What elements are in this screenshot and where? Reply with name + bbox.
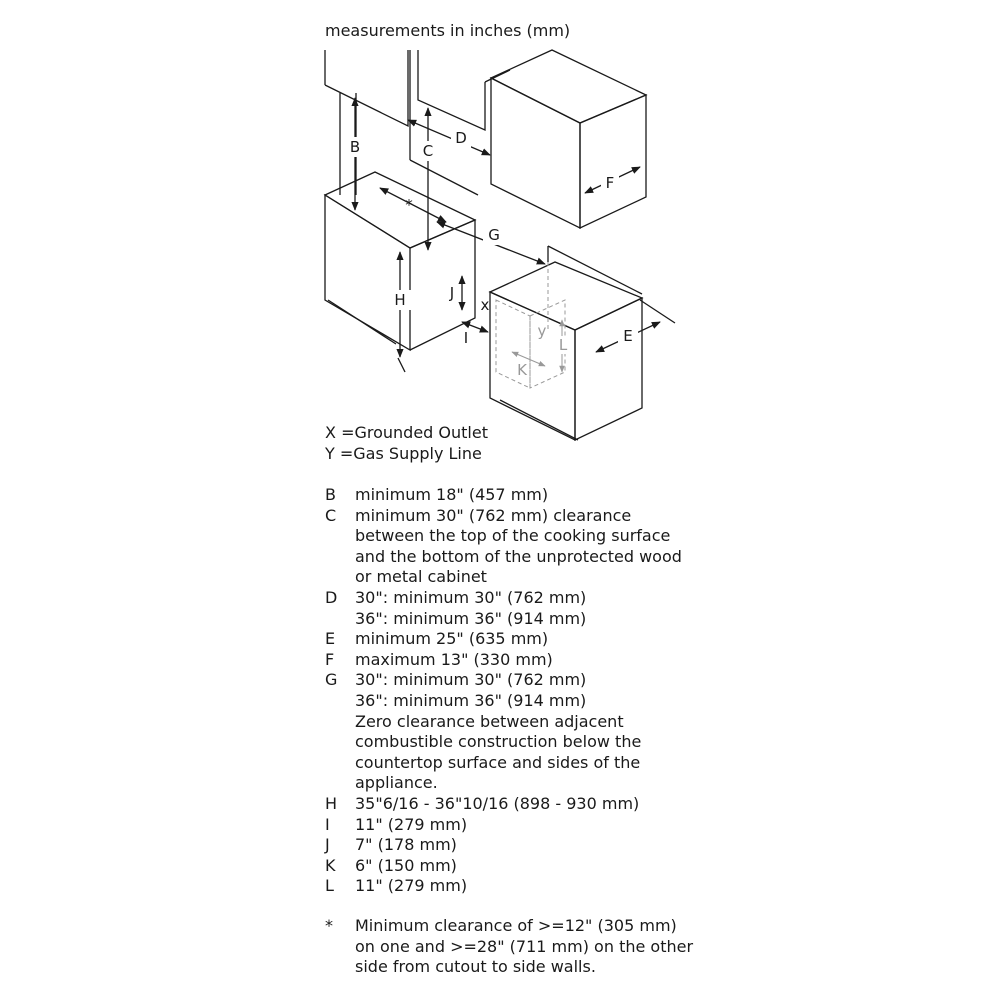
label-c: C — [422, 142, 434, 160]
footnote: * Minimum clearance of >=12" (305 mm) on one and >=28" (711 mm) on the other side from cutout to side walls. — [325, 916, 694, 977]
spec-j: J 7" (178 mm) — [325, 835, 457, 855]
spec-d: D 30": minimum 30" (762 mm) 36": minimum 36" (914 mm) — [325, 587, 587, 628]
spec-c: C minimum 30" (762 mm) clearance between the top of the cooking surface and the bottom of the unprotected wood or metal cabinet — [325, 505, 682, 587]
diagram-title: measurements in inches (mm) — [325, 21, 571, 40]
label-j: J — [449, 284, 455, 302]
spec-k: K 6" (150 mm) — [325, 855, 457, 875]
spec-b: B minimum 18" (457 mm) — [325, 485, 549, 504]
label-b: B — [349, 138, 361, 156]
spec-l: L 11" (279 mm) — [325, 876, 468, 896]
spec-f: F maximum 13" (330 mm) — [325, 649, 553, 669]
label-x: x — [480, 296, 490, 314]
label-star: * — [405, 196, 413, 214]
spec-e: E minimum 25" (635 mm) — [325, 629, 549, 649]
legend-item-y: Y =Gas Supply Line — [325, 443, 482, 463]
spec-g: G 30": minimum 30" (762 mm) 36": minimum 36" (914 mm) Zero clearance between adjacent combustible construction below the countertop surface and sides of the appliance. — [325, 670, 642, 793]
spec-i: I 11" (279 mm) — [325, 814, 468, 834]
label-f: F — [605, 174, 615, 192]
label-k: K — [517, 361, 527, 379]
legend — [325, 423, 488, 464]
label-g: G — [488, 226, 500, 244]
label-h: H — [394, 291, 406, 309]
spec-h: H 35"6/16 - 36"10/16 (898 - 930 mm) — [325, 793, 640, 813]
label-l: L — [558, 336, 568, 354]
label-y: y — [537, 322, 547, 340]
base-cabinet-left — [325, 160, 478, 350]
label-i: I — [463, 329, 469, 347]
label-d: D — [455, 129, 467, 147]
hidden-zones — [496, 262, 565, 388]
wall-cabinet-box — [491, 50, 646, 228]
legend-item-x: X =Grounded Outlet — [325, 423, 488, 442]
upper-wall-cabinet — [325, 50, 408, 195]
installation-diagram — [0, 0, 1000, 470]
label-e: E — [623, 327, 633, 345]
specifications-list — [325, 485, 695, 897]
